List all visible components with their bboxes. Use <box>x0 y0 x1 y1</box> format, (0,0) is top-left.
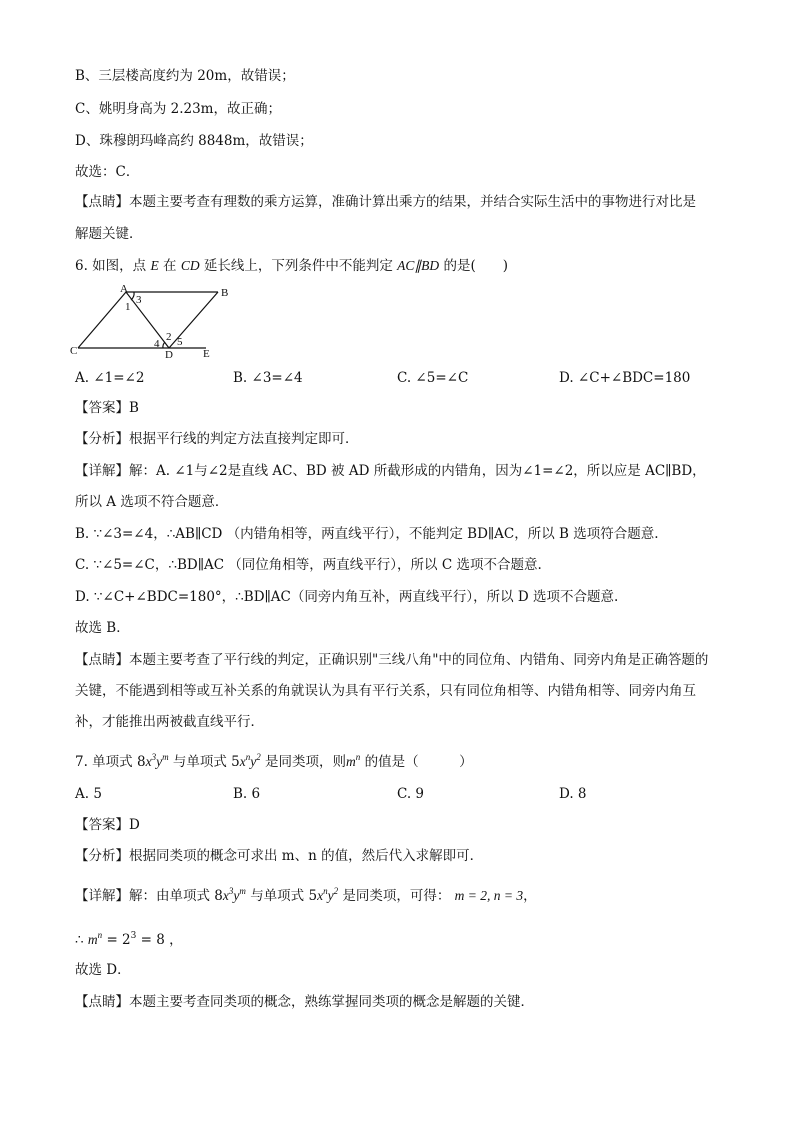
label-e: E <box>203 348 210 360</box>
q7-detail-2a: = 2 <box>106 932 131 948</box>
label-angle-2: 2 <box>166 331 172 343</box>
q7-detail-1c: 是同类项，可得： <box>342 888 451 904</box>
q6-answer: 【答案】B <box>75 400 139 416</box>
q7-detail-1a: 【详解】解：由单项式 8 <box>75 888 223 904</box>
label-angle-4: 4 <box>154 338 160 350</box>
label-b: B <box>221 287 229 299</box>
q7-stem-part-2: 与单项式 5 <box>172 754 240 770</box>
q7-stem-part-3: 是同类项，则 <box>265 754 347 770</box>
angle-4-arc <box>163 342 165 348</box>
label-c: C <box>70 345 78 357</box>
q6-comment-1: 【点睛】本题主要考查了平行线的判定，正确识别"三线八角"中的同位角、内错角、同旁内角是正确答题的 <box>75 652 709 668</box>
line-ad <box>126 292 169 348</box>
solution-option-d: D、珠穆朗玛峰高约 8848m，故错误； <box>75 133 313 149</box>
q6-stem <box>75 256 508 276</box>
q6-geometry-figure <box>70 284 230 360</box>
q7-detail-monomial-2: $x^ny^2$ <box>317 886 339 903</box>
q6-stem-mid: 在 <box>163 258 177 274</box>
solution-choice: 故选：C． <box>75 164 140 180</box>
q7-option-a: A. 5 <box>75 786 102 802</box>
q7-detail-1 <box>75 881 537 906</box>
solution-option-b: B、三层楼高度约为 20m，故错误； <box>75 68 295 84</box>
q7-answer: 【答案】D <box>75 817 140 833</box>
q7-analysis: 【分析】根据同类项的概念可求出 m、n 的值，然后代入求解即可． <box>75 848 484 864</box>
label-angle-3: 3 <box>136 294 142 306</box>
label-angle-1: 1 <box>125 301 131 313</box>
q6-comment-3: 补，才能推出两被截直线平行． <box>75 714 264 730</box>
q7-detail-1e: ， <box>523 888 537 904</box>
q7-detail-power: $m^n$ <box>87 930 103 947</box>
q7-choice: 故选 D． <box>75 962 131 978</box>
q6-analysis: 【分析】根据平行线的判定方法直接判定即可． <box>75 431 359 447</box>
q7-detail-2b: = 8 ， <box>140 932 183 948</box>
q7-option-d: D. 8 <box>559 786 587 802</box>
q6-option-d: D. ∠C+∠BDC=180 <box>559 370 691 386</box>
angle-3-arc <box>131 292 134 300</box>
q7-detail-exponent: 3 <box>130 931 137 941</box>
q7-detail-1b: 与单项式 5 <box>250 888 318 904</box>
q6-detail-1: 【详解】解：A. ∠1与∠2是直线 AC、BD 被 AD 所截形成的内错角，因为∠1=∠2，所以应是 AC∥BD， <box>75 463 706 479</box>
q6-detail-3: B. ∵∠3=∠4，∴AB∥CD （内错角相等，两直线平行），不能判定 BD∥AC，所以 B 选项符合题意. <box>75 526 659 542</box>
q6-option-c: C. ∠5=∠C <box>397 370 469 386</box>
q7-detail-monomial-1: $x^3y^m$ <box>222 886 246 903</box>
q7-power: $m^n$ <box>346 752 361 769</box>
q6-stem-post: 的是( ) <box>443 258 509 274</box>
comment-line-2: 解题关键． <box>75 226 143 242</box>
q7-stem-part-1: 7. 单项式 8 <box>75 754 146 770</box>
q7-stem <box>75 747 473 772</box>
label-d: D <box>165 349 173 360</box>
q6-stem-e: E <box>150 258 159 273</box>
label-a: A <box>120 284 128 295</box>
q6-stem-pre: 6. 如图，点 <box>75 258 147 274</box>
q7-monomial-1: $x^3y^m$ <box>145 752 169 769</box>
q6-option-a: A. ∠1=∠2 <box>75 370 145 386</box>
label-angle-5: 5 <box>177 336 183 348</box>
therefore-symbol: ∴ <box>75 932 84 948</box>
comment-line-1: 【点睛】本题主要考查有理数的乘方运算，准确计算出乘方的结果，并结合实际生活中的事物进行对比是 <box>75 194 696 210</box>
line-ac <box>78 292 126 348</box>
q7-option-c: C. 9 <box>397 786 425 802</box>
q6-stem-mid2: 延长线上，下列条件中不能判定 <box>203 258 393 274</box>
q6-detail-2: 所以 A 选项不符合题意． <box>75 494 229 510</box>
q6-comment-2: 关键，不能遇到相等或互补关系的角就误认为具有平行关系，只有同位角相等、内错角相等、同旁内角互 <box>75 683 696 699</box>
q7-detail-values: m = 2, n = 3 <box>454 888 524 903</box>
q7-stem-part-4: 的值是（ ） <box>364 754 473 770</box>
q7-monomial-2: $x^ny^2$ <box>239 752 261 769</box>
q6-option-b: B. ∠3=∠4 <box>233 370 303 386</box>
q6-choice: 故选 B． <box>75 620 130 636</box>
q6-detail-4: C. ∵∠5=∠C，∴BD∥AC （同位角相等，两直线平行），所以 C 选项不合题意. <box>75 557 542 573</box>
q6-detail-5: D. ∵∠C+∠BDC=180°，∴BD∥AC（同旁内角互补，两直线平行），所以 D 选项不合题意. <box>75 589 619 605</box>
q7-comment: 【点睛】本题主要考查同类项的概念，熟练掌握同类项的概念是解题的关键． <box>75 994 534 1010</box>
q6-stem-cd: CD <box>180 258 200 273</box>
solution-option-c: C、姚明身高为 2.23m，故正确； <box>75 101 281 117</box>
q7-option-b: B. 6 <box>233 786 261 802</box>
q7-detail-2 <box>75 925 183 950</box>
q6-stem-acbd: AC∥BD <box>397 258 440 273</box>
